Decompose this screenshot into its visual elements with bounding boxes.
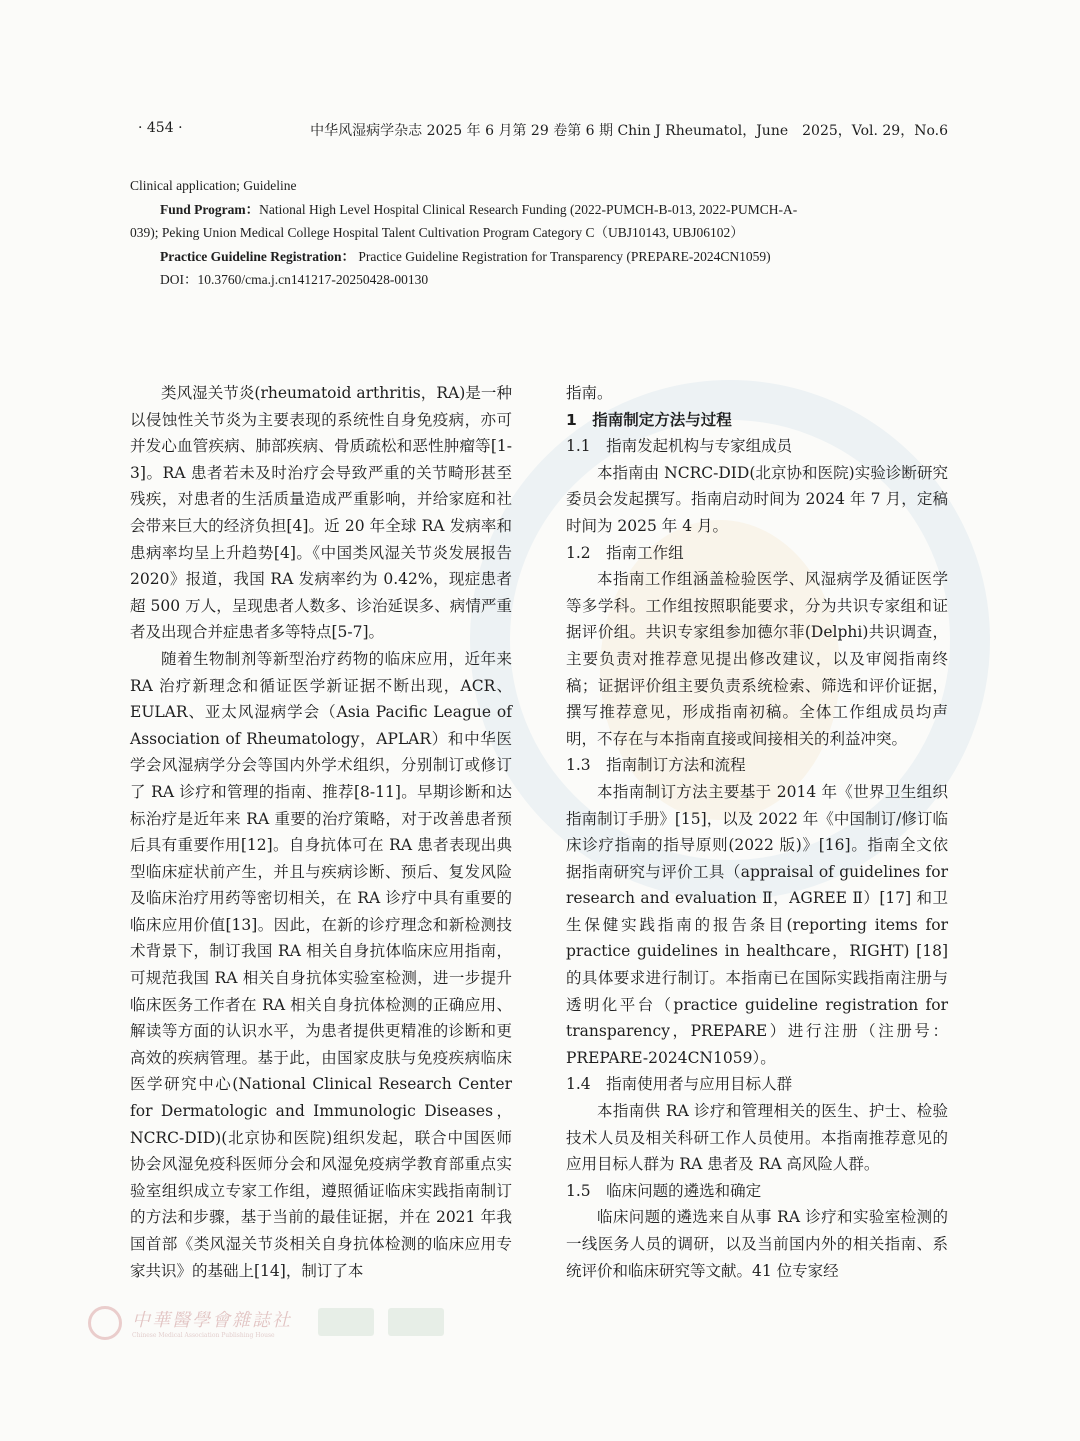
- section-paragraph-1-5: 临床问题的遴选来自从事 RA 诊疗和实验室检测的一线医务人员的调研，以及当前国内外的相关指南、系统评价和临床研究等文献。41 位专家经: [566, 1208, 948, 1280]
- journal-citation: 中华风湿病学杂志 2025 年 6 月第 29 卷第 6 期 Chin J Rheumatol，June 2025，Vol. 29，No.6: [310, 123, 948, 139]
- guideline-registration: [130, 245, 820, 269]
- publisher-name-en: Chinese Medical Association Publishing House: [132, 1332, 275, 1339]
- section-heading-1: 1 指南制定方法与过程: [566, 410, 732, 429]
- section-heading-1-4: 1.4 指南使用者与应用目标人群: [566, 1075, 793, 1094]
- intro-paragraph-2: 随着生物制剂等新型治疗药物的临床应用，近年来 RA 治疗新理念和循证医学新证据不断出现，ACR、EULAR、亚太风湿病学会（Asia Pacific League of Association of Rheumatology，APLAR）和中华医学会风湿病学分会等国内外学术组织，分别制订或修订了 RA 诊疗和管理的指南、推荐[8-11]。早期诊断和达标治疗是近年来 RA 重要的治疗策略，对于改善患者预后具有重要作用[12]。自身抗体可在 RA 患者表现出典型临床症状前产生，并且与疾病诊断、预后、复发风险及临床治疗用药等密切相关，在 RA 诊疗中具有重要的临床应用价值[13]。因此，在新的诊疗理念和新检测技术背景下，制订我国 RA 相关自身抗体临床应用指南，可规范我国 RA 相关自身抗体实验室检测，进一步提升临床医务工作者在 RA 相关自身抗体检测的正确应用、解读等方面的认识水平，为患者提供更精准的诊断和更高效的疾病管理。基于此，由国家皮肤与免疫疾病临床医学研究中心(National Clinical Research Center for Dermatologic and Immunologic Diseases，NCRC-DID)(北京协和医院)组织发起，联合中国医师协会风湿免疫科医师分会和风湿免疫病学教育部重点实验室组织成立专家工作组，遵照循证临床实践指南制订的方法和步骤，基于当前的最佳证据，并在 2021 年我国首部《类风湿关节炎相关自身抗体检测的临床应用专家共识》的基础上[14]，制订了本: [130, 649, 512, 1280]
- right-column: [566, 380, 948, 1284]
- section-paragraph-1-3: 本指南制订方法主要基于 2014 年《世界卫生组织指南制订手册》[15]，以及 2022 年《中国制订/修订临床诊疗指南的指导原则(2022 版)》[16]。指南全文依据指南研究与评价工具（appraisal of guidelines for research and evaluation Ⅱ，AGREE Ⅱ）[17] 和卫生保健实践指南的报告条目(reporting items for practice guidelines in healthcare，RIGHT) [18]的具体要求进行制订。本指南已在国际实践指南注册与透明化平台（practice guideline registration for transparency，PREPARE）进行注册（注册号：PREPARE-2024CN1059）。: [566, 782, 948, 1067]
- intro-paragraph-end: 指南。: [566, 384, 613, 402]
- publisher-logo-watermark: [88, 1300, 508, 1348]
- left-column: [130, 380, 512, 1284]
- page-number: · 454 ·: [138, 120, 183, 136]
- qr-block-icon: [318, 1308, 374, 1336]
- section-paragraph-1-2: 本指南工作组涵盖检验医学、风湿病学及循证医学等多学科。工作组按照职能要求，分为共识专家组和证据评价组。共识专家组参加德尔菲(Delphi)共识调查，主要负责对推荐意见提出修改建议，以及审阅指南终稿；证据评价组主要负责系统检索、筛选和评价证据，撰写推荐意见，形成指南初稿。全体工作组成员均声明，不存在与本指南直接或间接相关的利益冲突。: [566, 570, 948, 748]
- section-heading-1-1: 1.1 指南发起机构与专家组成员: [566, 437, 793, 456]
- fund-program: [130, 198, 820, 245]
- section-heading-1-2: 1.2 指南工作组: [566, 543, 684, 562]
- qr-block-icon: [388, 1308, 444, 1336]
- abstract-footer-block: [130, 174, 820, 292]
- intro-paragraph-1: 类风湿关节炎(rheumatoid arthritis，RA)是一种以侵蚀性关节炎为主要表现的系统性自身免疫病，亦可并发心血管疾病、肺部疾病、骨质疏松和恶性肿瘤等[1-3]。RA 患者若未及时治疗会导致严重的关节畸形甚至残疾，对患者的生活质量造成严重影响，并给家庭和社会带来巨大的经济负担[4]。近 20 年全球 RA 发病率和患病率均呈上升趋势[4]。《中国类风湿关节炎发展报告 2020》报道，我国 RA 发病率约为 0.42%，现症患者超 500 万人，呈现患者人数多、诊治延误多、病情严重者及出现合并症患者多等特点[5-7]。: [130, 384, 512, 642]
- section-paragraph-1-4: 本指南供 RA 诊疗和管理相关的医生、护士、检验技术人员及相关科研工作人员使用。本指南推荐意见的应用目标人群为 RA 患者及 RA 高风险人群。: [566, 1102, 948, 1174]
- registration-text: Practice Guideline Registration for Transparency (PREPARE-2024CN1059): [354, 248, 771, 264]
- fund-text: National High Level Hospital Clinical Research Funding (2022-PUMCH-B-013, 2022-PUMCH-A-039); Peking Union Medical College Hospital Talent Cultivation Program Category C（UBJ10143, UBJ06102）: [130, 201, 798, 240]
- keywords-tail: Clinical application; Guideline: [130, 178, 297, 193]
- section-heading-1-5: 1.5 临床问题的遴选和确定: [566, 1181, 762, 1200]
- doi: DOI：10.3760/cma.j.cn141217-20250428-00130: [160, 272, 429, 287]
- publisher-name: 中華醫學會雜誌社: [132, 1310, 292, 1331]
- fund-label: Fund Program：: [160, 201, 260, 217]
- section-paragraph-1-1: 本指南由 NCRC-DID(北京协和医院)实验诊断研究委员会发起撰写。指南启动时间为 2024 年 7 月，定稿时间为 2025 年 4 月。: [566, 463, 948, 535]
- section-heading-1-3: 1.3 指南制订方法和流程: [566, 756, 746, 775]
- registration-label: Practice Guideline Registration：: [160, 248, 355, 264]
- page-header: [0, 120, 1080, 142]
- publisher-seal-icon: [88, 1306, 122, 1340]
